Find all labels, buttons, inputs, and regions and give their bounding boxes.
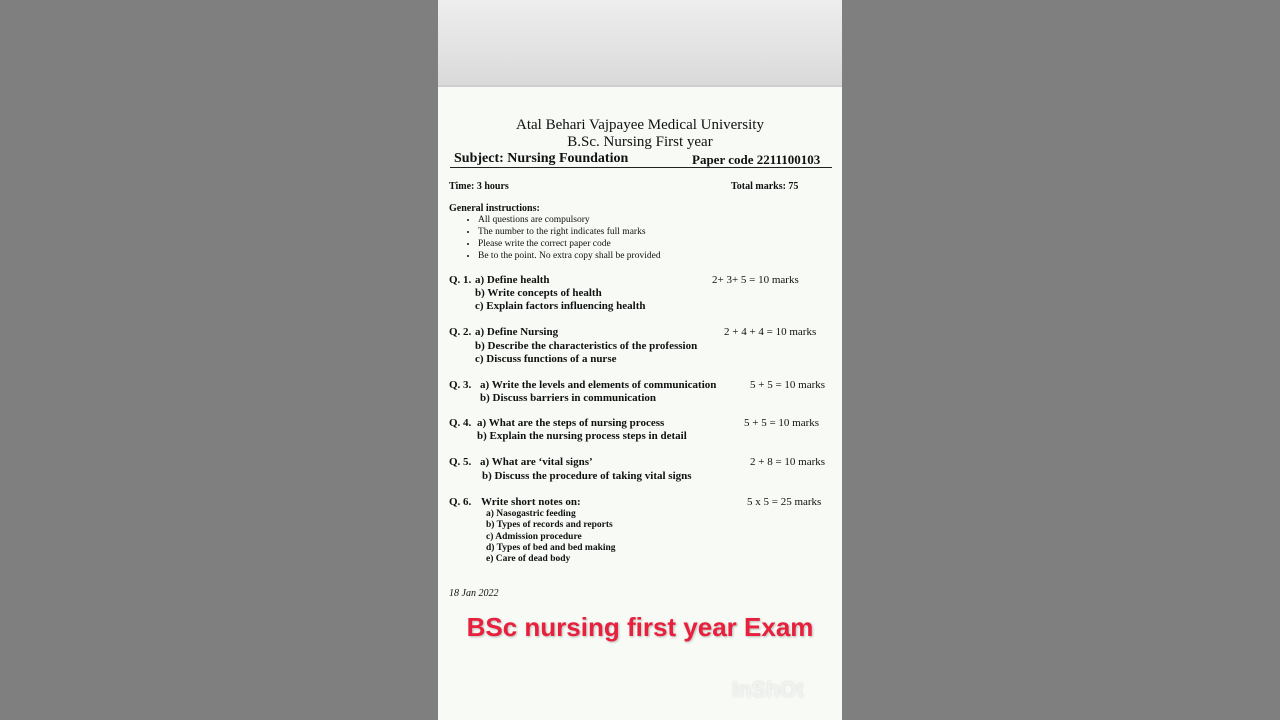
question-marks: 5 + 5 = 10 marks <box>744 417 820 429</box>
total-marks: Total marks: 75 <box>731 181 799 192</box>
question-part: b) Write concepts of health <box>475 287 602 299</box>
course-name: B.Sc. Nursing First year <box>567 134 713 150</box>
question-part: a) What are ‘vital signs’ <box>480 456 593 468</box>
list-item: c) Admission procedure <box>486 531 582 542</box>
list-item: e) Care of dead body <box>486 554 571 565</box>
question-number: Q. 6. <box>449 496 472 508</box>
question-part: a) Write the levels and elements of communication <box>480 379 717 391</box>
inshot-watermark: InShOt <box>732 677 805 702</box>
question-number: Q. 3. <box>449 379 472 391</box>
instruction-item: • Be to the point. No extra copy shall be provided <box>478 250 661 262</box>
question-part: b) Describe the characteristics of the profession <box>475 340 698 352</box>
question-number: Q. 1. <box>449 274 472 286</box>
instruction-item: • The number to the right indicates full marks <box>478 226 661 238</box>
instruction-item: • Please write the correct paper code <box>478 238 661 250</box>
instruction-item: • All questions are compulsory <box>478 214 661 226</box>
question-marks: 5 + 5 = 10 marks <box>750 379 826 391</box>
instructions-heading: General instructions: <box>449 203 540 214</box>
question-marks: 2 + 8 = 10 marks <box>750 456 826 468</box>
short-notes-list <box>486 509 616 565</box>
question-part: a) Define health <box>475 274 550 286</box>
question-marks: 2 + 4 + 4 = 10 marks <box>724 326 817 338</box>
question-title: Write short notes on: <box>481 496 581 508</box>
list-item: a) Nasogastric feeding <box>486 509 576 519</box>
instructions-list <box>466 214 661 262</box>
question-part: b) Discuss the procedure of taking vital signs <box>482 470 692 482</box>
video-frame <box>438 0 842 720</box>
paper-code: Paper code 2211100103 <box>692 152 821 167</box>
question-number: Q. 5. <box>449 456 472 468</box>
top-blank-area <box>438 0 842 87</box>
question-part: a) What are the steps of nursing process <box>477 417 665 429</box>
question-part: b) Discuss barriers in communication <box>480 392 656 404</box>
question-marks: 5 x 5 = 25 marks <box>747 496 822 508</box>
question-part: c) Discuss functions of a nurse <box>475 353 617 365</box>
question-marks: 2+ 3+ 5 = 10 marks <box>712 274 799 286</box>
video-caption: BSc nursing first year Exam <box>466 612 814 642</box>
question-part: b) Explain the nursing process steps in detail <box>477 430 687 442</box>
question-number: Q. 4. <box>449 417 472 429</box>
list-item: b) Types of records and reports <box>486 520 613 531</box>
time-label: Time: 3 hours <box>449 181 509 192</box>
subject-title: Subject: Nursing Foundation <box>454 151 629 166</box>
header-divider <box>450 167 832 168</box>
question-number: Q. 2. <box>449 326 472 338</box>
list-item: d) Types of bed and bed making <box>486 542 616 553</box>
question-part: a) Define Nursing <box>475 326 559 338</box>
university-name: Atal Behari Vajpayee Medical University <box>516 117 764 133</box>
exam-date: 18 Jan 2022 <box>449 588 499 599</box>
question-part: c) Explain factors influencing health <box>475 300 646 312</box>
